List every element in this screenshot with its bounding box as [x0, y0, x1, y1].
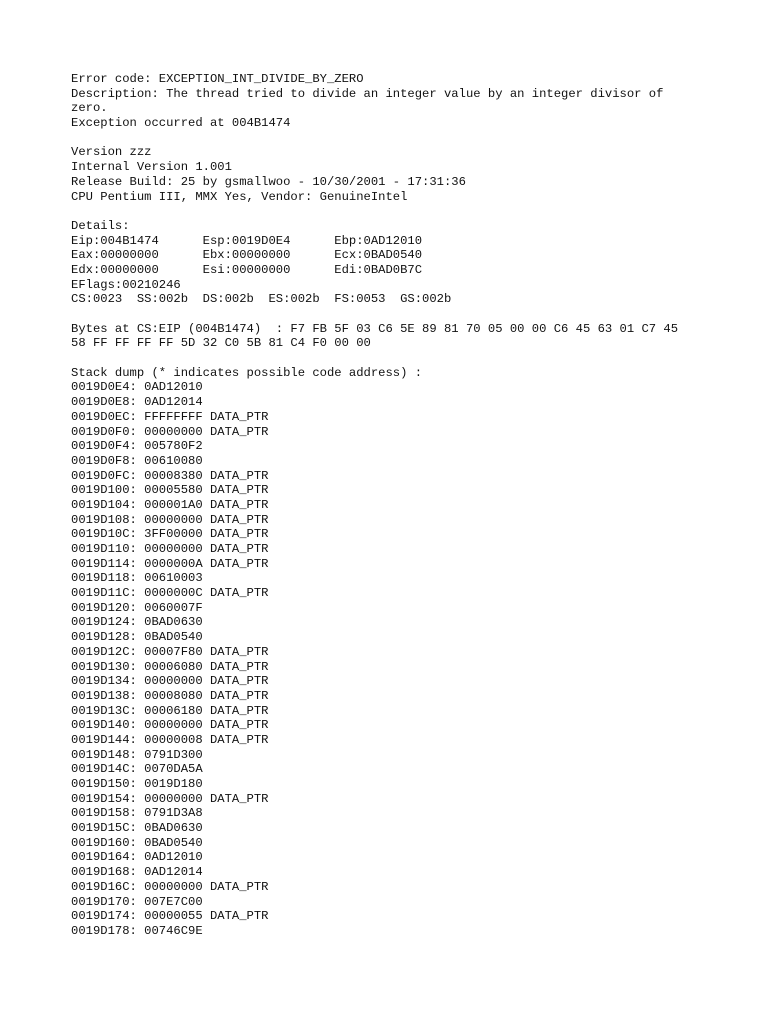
- spacer: [71, 351, 711, 366]
- stack-dump-entry: 0019D0EC: FFFFFFFF DATA_PTR: [71, 409, 269, 424]
- stack-dump-entry: 0019D10C: 3FF00000 DATA_PTR: [71, 527, 269, 542]
- stack-dump-entry: 0019D150: 0019D180: [71, 777, 203, 791]
- stack-dump-entry: 0019D11C: 0000000C DATA_PTR: [71, 586, 269, 601]
- stack-dump-entry: 0019D124: 0BAD0630: [71, 615, 203, 630]
- stack-dump-entry: 0019D16C: 00000000 DATA_PTR: [71, 879, 269, 894]
- stack-dump-entry: 0019D148: 0791D300: [71, 747, 203, 762]
- stack-dump-entry: 0019D0FC: 00008380 DATA_PTR: [71, 468, 269, 483]
- stack-dump-section: [71, 366, 711, 939]
- stack-dump-entry: 0019D114: 0000000A DATA_PTR: [71, 556, 269, 571]
- stack-dump-entry: 0019D120: 0060007F: [71, 600, 203, 615]
- stack-dump-entry: 0019D108: 00000000 DATA_PTR: [71, 512, 269, 527]
- stack-dump-list: [71, 380, 711, 938]
- registers-row: Eip:004B1474 Esp:0019D0E4 Ebp:0AD12010: [71, 233, 423, 248]
- registers-row: Eax:00000000 Ebx:00000000 Ecx:0BAD0540: [71, 248, 423, 263]
- segment-registers-line: CS:0023 SS:002b DS:002b ES:002b FS:0053 GS:002b: [71, 292, 452, 307]
- stack-dump-entry: 0019D118: 00610003: [71, 571, 203, 586]
- release-build-line: Release Build: 25 by gsmallwoo - 10/30/2001 - 17:31:36: [71, 174, 466, 189]
- crash-report: [71, 72, 711, 939]
- version-line: Version zzz: [71, 145, 152, 160]
- stack-dump-entry: 0019D170: 007E7C00: [71, 894, 203, 909]
- stack-dump-entry: 0019D138: 00008080 DATA_PTR: [71, 688, 269, 703]
- stack-dump-entry: 0019D15C: 0BAD0630: [71, 821, 203, 836]
- stack-dump-entry: 0019D104: 000001A0 DATA_PTR: [71, 497, 269, 512]
- stack-dump-entry: 0019D0E4: 0AD12010: [71, 380, 203, 395]
- stack-dump-entry: 0019D164: 0AD12010: [71, 850, 203, 865]
- stack-dump-entry: 0019D134: 00000000 DATA_PTR: [71, 674, 269, 689]
- stack-dump-entry: 0019D0F0: 00000000 DATA_PTR: [71, 424, 269, 439]
- stack-dump-entry: 0019D178: 00746C9E: [71, 923, 203, 938]
- details-header: Details:: [71, 218, 130, 233]
- stack-dump-entry: 0019D174: 00000055 DATA_PTR: [71, 909, 269, 924]
- stack-dump-entry: 0019D128: 0BAD0540: [71, 630, 203, 645]
- eflags-line: EFlags:00210246: [71, 277, 181, 292]
- error-code-line: Error code: EXCEPTION_INT_DIVIDE_BY_ZERO: [71, 72, 364, 86]
- stack-dump-entry: 0019D13C: 00006180 DATA_PTR: [71, 703, 269, 718]
- stack-dump-entry: 0019D110: 00000000 DATA_PTR: [71, 542, 269, 556]
- spacer: [71, 307, 711, 322]
- stack-dump-entry: 0019D158: 0791D3A8: [71, 806, 203, 821]
- bytes-at-eip-line: Bytes at CS:EIP (004B1474) : F7 FB 5F 03 C6 5E 89 81 70 05 00 00 C6 45 63 01 C7 45: [71, 321, 679, 336]
- version-section: [71, 145, 711, 204]
- stack-dump-entry: 0019D144: 00000008 DATA_PTR: [71, 732, 269, 747]
- stack-dump-entry: 0019D168: 0AD12014: [71, 865, 203, 880]
- stack-dump-entry: 0019D0F8: 00610080: [71, 453, 203, 468]
- stack-dump-entry: 0019D130: 00006080 DATA_PTR: [71, 659, 269, 674]
- stack-dump-entry: 0019D154: 00000000 DATA_PTR: [71, 791, 269, 806]
- stack-dump-entry: 0019D0E8: 0AD12014: [71, 395, 203, 410]
- bytes-section: [71, 322, 711, 351]
- exception-location-line: Exception occurred at 004B1474: [71, 116, 291, 131]
- cpu-line: CPU Pentium III, MMX Yes, Vendor: GenuineIntel: [71, 189, 408, 204]
- stack-dump-entry: 0019D140: 00000000 DATA_PTR: [71, 718, 269, 733]
- description-line: Description: The thread tried to divide an integer value by an integer divisor of: [71, 86, 664, 101]
- spacer: [71, 131, 711, 146]
- error-section: [71, 72, 711, 131]
- description-line-continued: zero.: [71, 101, 108, 116]
- stack-dump-header: Stack dump (* indicates possible code address) :: [71, 365, 423, 380]
- details-section: [71, 219, 711, 307]
- stack-dump-entry: 0019D12C: 00007F80 DATA_PTR: [71, 644, 269, 659]
- stack-dump-entry: 0019D100: 00005580 DATA_PTR: [71, 483, 269, 498]
- stack-dump-entry: 0019D0F4: 005780F2: [71, 439, 203, 454]
- registers-row: Edx:00000000 Esi:00000000 Edi:0BAD0B7C: [71, 262, 423, 277]
- stack-dump-entry: 0019D14C: 0070DA5A: [71, 762, 203, 777]
- spacer: [71, 204, 711, 219]
- bytes-at-eip-line-continued: 58 FF FF FF FF 5D 32 C0 5B 81 C4 F0 00 00: [71, 336, 371, 351]
- internal-version-line: Internal Version 1.001: [71, 160, 232, 175]
- stack-dump-entry: 0019D160: 0BAD0540: [71, 835, 203, 850]
